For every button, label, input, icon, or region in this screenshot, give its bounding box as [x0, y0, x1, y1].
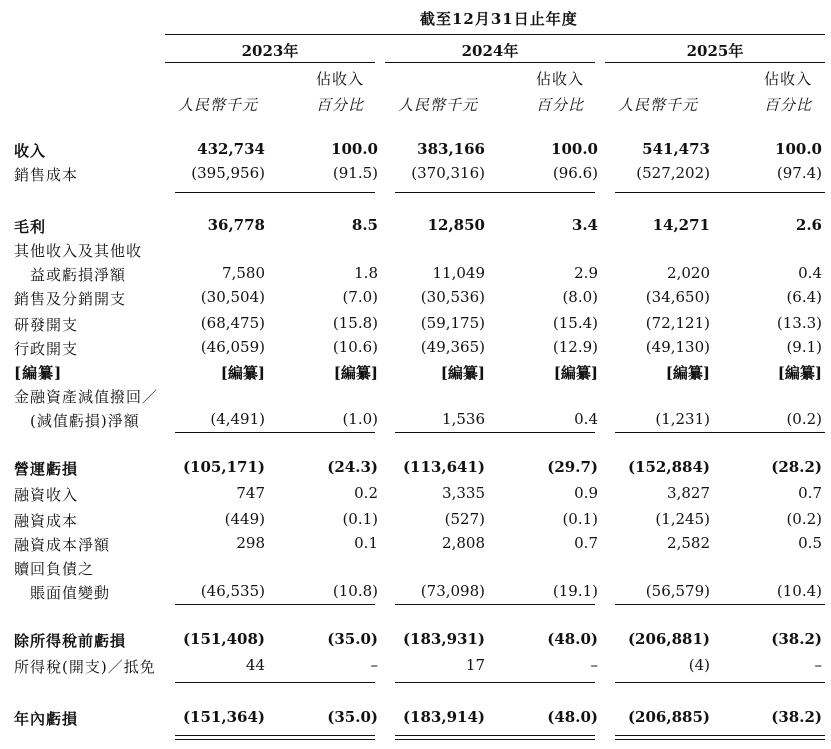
year-header-2024: 2024年: [461, 42, 519, 60]
amount-cell: 3,827: [667, 484, 710, 502]
pct-of-revenue-cell: 8.5: [351, 216, 378, 234]
pct-of-revenue-cell: [編纂]: [333, 364, 378, 382]
amount-cell: (56,579): [645, 582, 710, 600]
pct-of-revenue-cell: 0.7: [574, 534, 598, 552]
pct-of-revenue-cell: (6.4): [786, 288, 822, 306]
amount-cell: (449): [224, 510, 265, 528]
pct-of-revenue-cell: (9.1): [786, 338, 822, 356]
amount-cell: (183,931): [402, 630, 485, 648]
amount-cell: 432,734: [197, 140, 265, 158]
amount-cell: (183,914): [402, 708, 485, 726]
pct-of-revenue-cell: (7.0): [342, 288, 378, 306]
amount-header-2025: 人民幣千元: [618, 96, 699, 114]
pct-of-revenue-cell: (38.2): [771, 708, 822, 726]
pct-of-revenue-cell: (0.2): [786, 510, 822, 528]
period-title: 截至12月31日止年度: [420, 10, 578, 28]
row-label: 毛利: [14, 218, 47, 236]
amount-cell: (30,504): [200, 288, 265, 306]
amount-cell: 541,473: [642, 140, 710, 158]
pct-of-revenue-cell: (13.3): [776, 314, 822, 332]
row-label: 行政開支: [14, 340, 79, 358]
row-label-continued: 益或虧損淨額: [30, 266, 127, 284]
amount-cell: (4): [688, 656, 710, 674]
pct-of-revenue-cell: 0.1: [354, 534, 378, 552]
amount-cell: (1,245): [655, 510, 710, 528]
pct-of-revenue-cell: (96.6): [552, 164, 598, 182]
amount-header-2023: 人民幣千元: [178, 96, 259, 114]
pct-of-revenue-cell: –: [814, 656, 822, 674]
subtotal-rule: [395, 432, 595, 433]
row-label-continued: 賬面值變動: [30, 584, 111, 602]
pct-of-revenue-cell: (1.0): [342, 410, 378, 428]
total-double-rule: [175, 735, 375, 736]
pct-header-2023-l2: 百分比: [316, 96, 365, 114]
pct-of-revenue-cell: 100.0: [331, 140, 378, 158]
pct-of-revenue-cell: 1.8: [354, 264, 378, 282]
subtotal-rule: [175, 682, 375, 683]
pct-of-revenue-cell: 0.4: [574, 410, 598, 428]
amount-cell: 11,049: [432, 264, 485, 282]
amount-cell: (113,641): [402, 458, 485, 476]
pct-header-2025-l2: 百分比: [764, 96, 813, 114]
row-label: 融資收入: [14, 486, 79, 504]
pct-of-revenue-cell: [編纂]: [553, 364, 598, 382]
amount-cell: 3,335: [442, 484, 485, 502]
year-underline-2023: [165, 62, 375, 63]
amount-cell: 36,778: [207, 216, 265, 234]
pct-of-revenue-cell: 0.7: [798, 484, 822, 502]
period-underline: [165, 34, 825, 35]
amount-cell: 12,850: [427, 216, 485, 234]
amount-cell: 383,166: [417, 140, 485, 158]
amount-cell: 7,580: [222, 264, 265, 282]
pct-of-revenue-cell: (48.0): [547, 630, 598, 648]
pct-of-revenue-cell: (97.4): [776, 164, 822, 182]
amount-cell: 2,020: [667, 264, 710, 282]
amount-cell: (206,885): [627, 708, 710, 726]
total-double-rule: [615, 739, 825, 740]
amount-cell: (4,491): [210, 410, 265, 428]
row-label: [編纂]: [14, 364, 63, 382]
amount-cell: 298: [236, 534, 265, 552]
total-double-rule: [395, 735, 595, 736]
amount-cell: (73,098): [420, 582, 485, 600]
amount-cell: 1,536: [442, 410, 485, 428]
pct-of-revenue-cell: (24.3): [327, 458, 378, 476]
amount-cell: (49,130): [645, 338, 710, 356]
year-header-2025: 2025年: [686, 42, 744, 60]
subtotal-rule: [175, 432, 375, 433]
row-label: 金融資產減值撥回／: [14, 388, 159, 406]
row-label-continued: (減值虧損)淨額: [30, 412, 140, 430]
pct-of-revenue-cell: (0.2): [786, 410, 822, 428]
pct-header-2025-l1: 佔收入: [764, 70, 813, 88]
row-label: 其他收入及其他收: [14, 242, 143, 260]
row-label: 融資成本淨額: [14, 536, 111, 554]
subtotal-rule: [615, 432, 825, 433]
pct-of-revenue-cell: –: [590, 656, 598, 674]
pct-of-revenue-cell: (35.0): [327, 708, 378, 726]
pct-of-revenue-cell: (8.0): [562, 288, 598, 306]
subtotal-rule: [615, 682, 825, 683]
amount-cell: (151,364): [182, 708, 265, 726]
pct-of-revenue-cell: (15.4): [552, 314, 598, 332]
subtotal-rule: [615, 604, 825, 605]
amount-cell: (72,121): [645, 314, 710, 332]
amount-cell: (206,881): [627, 630, 710, 648]
amount-header-2024: 人民幣千元: [398, 96, 479, 114]
pct-of-revenue-cell: 100.0: [775, 140, 822, 158]
pct-of-revenue-cell: (29.7): [547, 458, 598, 476]
row-label: 營運虧損: [14, 460, 79, 478]
amount-cell: (46,535): [200, 582, 265, 600]
pct-of-revenue-cell: 0.2: [354, 484, 378, 502]
pct-header-2023-l1: 佔收入: [316, 70, 365, 88]
pct-of-revenue-cell: [編纂]: [777, 364, 822, 382]
row-label: 所得稅(開支)／抵免: [14, 658, 156, 676]
row-label: 研發開支: [14, 316, 79, 334]
pct-of-revenue-cell: (35.0): [327, 630, 378, 648]
amount-cell: (49,365): [420, 338, 485, 356]
pct-of-revenue-cell: (10.6): [332, 338, 378, 356]
year-header-2023: 2023年: [241, 42, 299, 60]
amount-cell: (105,171): [182, 458, 265, 476]
pct-of-revenue-cell: (28.2): [771, 458, 822, 476]
amount-cell: 17: [465, 656, 485, 674]
year-underline-2025: [605, 62, 825, 63]
amount-cell: (370,316): [411, 164, 485, 182]
pct-of-revenue-cell: (19.1): [552, 582, 598, 600]
amount-cell: (34,650): [645, 288, 710, 306]
amount-cell: [編纂]: [220, 364, 265, 382]
amount-cell: [編纂]: [440, 364, 485, 382]
pct-of-revenue-cell: –: [370, 656, 378, 674]
total-double-rule: [395, 739, 595, 740]
year-underline-2024: [385, 62, 595, 63]
subtotal-rule: [175, 192, 375, 193]
amount-cell: [編纂]: [665, 364, 710, 382]
pct-of-revenue-cell: 2.6: [795, 216, 822, 234]
amount-cell: (527,202): [636, 164, 710, 182]
pct-of-revenue-cell: (0.1): [562, 510, 598, 528]
pct-header-2024-l2: 百分比: [536, 96, 585, 114]
amount-cell: (527): [444, 510, 485, 528]
pct-of-revenue-cell: (10.4): [776, 582, 822, 600]
row-label: 收入: [14, 142, 47, 160]
subtotal-rule: [175, 604, 375, 605]
total-double-rule: [615, 735, 825, 736]
pct-of-revenue-cell: 0.5: [798, 534, 822, 552]
pct-of-revenue-cell: (15.8): [332, 314, 378, 332]
subtotal-rule: [615, 192, 825, 193]
subtotal-rule: [395, 604, 595, 605]
row-label: 銷售成本: [14, 166, 79, 184]
pct-of-revenue-cell: 100.0: [551, 140, 598, 158]
amount-cell: 14,271: [652, 216, 710, 234]
row-label: 贖回負債之: [14, 560, 95, 578]
pct-header-2024-l1: 佔收入: [536, 70, 585, 88]
subtotal-rule: [395, 682, 595, 683]
row-label: 除所得稅前虧損: [14, 632, 127, 650]
row-label: 銷售及分銷開支: [14, 290, 127, 308]
amount-cell: 2,808: [442, 534, 485, 552]
amount-cell: (151,408): [182, 630, 265, 648]
pct-of-revenue-cell: (0.1): [342, 510, 378, 528]
pct-of-revenue-cell: 0.9: [574, 484, 598, 502]
amount-cell: (1,231): [655, 410, 710, 428]
pct-of-revenue-cell: (91.5): [332, 164, 378, 182]
amount-cell: (46,059): [200, 338, 265, 356]
amount-cell: 44: [245, 656, 265, 674]
amount-cell: 2,582: [667, 534, 710, 552]
amount-cell: 747: [236, 484, 265, 502]
amount-cell: (59,175): [420, 314, 485, 332]
total-double-rule: [175, 739, 375, 740]
pct-of-revenue-cell: 2.9: [574, 264, 598, 282]
amount-cell: (395,956): [191, 164, 265, 182]
pct-of-revenue-cell: (48.0): [547, 708, 598, 726]
amount-cell: (30,536): [420, 288, 485, 306]
amount-cell: (152,884): [627, 458, 710, 476]
amount-cell: (68,475): [200, 314, 265, 332]
subtotal-rule: [395, 192, 595, 193]
pct-of-revenue-cell: (10.8): [332, 582, 378, 600]
pct-of-revenue-cell: 3.4: [571, 216, 598, 234]
row-label: 融資成本: [14, 512, 79, 530]
pct-of-revenue-cell: 0.4: [798, 264, 822, 282]
row-label: 年內虧損: [14, 710, 79, 728]
pct-of-revenue-cell: (38.2): [771, 630, 822, 648]
pct-of-revenue-cell: (12.9): [552, 338, 598, 356]
